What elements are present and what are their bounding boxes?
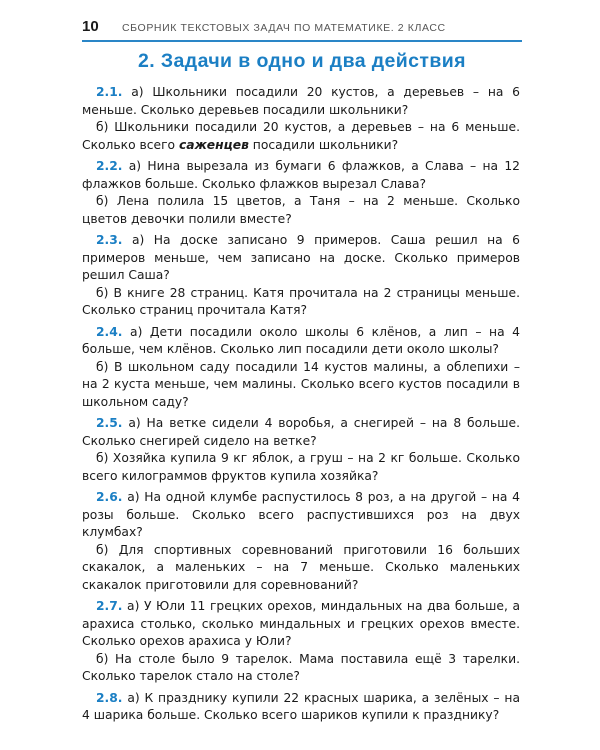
page-number: 10: [82, 18, 99, 35]
problems-list: [82, 84, 520, 729]
problem-number: 2.7.: [96, 599, 123, 613]
problem-2-7: [82, 598, 520, 686]
section-heading: 2. Задачи в одно и два действия: [138, 50, 466, 72]
problem-text: б) Школьники посадили 20 кустов, а деревьев – на 6 меньше. Сколько всего: [82, 120, 520, 152]
page-header: [82, 18, 522, 42]
problem-text: а) У Юли 11 грецких орехов, миндальных на два больше, а арахиса столько, сколько миндальных и грецких орехов вместе. Сколько орехов арахиса у Юли?: [82, 599, 520, 648]
problem-part-a: [82, 415, 520, 450]
problem-part-a: [82, 232, 520, 285]
problem-text: а) На одной клумбе распустилось 8 роз, а на другой – на 4 розы больше. Сколько всего распустившихся роз на двух клумбах?: [82, 490, 520, 539]
running-title: СБОРНИК ТЕКСТОВЫХ ЗАДАЧ ПО МАТЕМАТИКЕ. 2 КЛАСС: [122, 22, 446, 34]
problem-2-8: [82, 690, 520, 725]
problem-2-2: [82, 158, 520, 228]
problem-part-a: [82, 324, 520, 359]
problem-part-a: [82, 84, 520, 119]
problem-part-b: б) На столе было 9 тарелок. Мама поставила ещё 3 тарелки. Сколько тарелок стало на столе?: [82, 651, 520, 683]
problem-text: а) Нина вырезала из бумаги 6 флажков, а Слава – на 12 флажков больше. Сколько флажков вырезал Слава?: [82, 159, 520, 191]
problem-part-b: б) В книге 28 страниц. Катя прочитала на 2 страницы меньше. Сколько страниц прочитала Катя?: [82, 285, 520, 317]
problem-text: а) На доске записано 9 примеров. Саша решил на 6 примеров меньше, чем записано на доске. Сколько примеров решил Саша?: [82, 233, 520, 282]
problem-part-a: [82, 598, 520, 651]
problem-2-1: [82, 84, 520, 154]
problem-text: а) Школьники посадили 20 кустов, а деревьев – на 6 меньше. Сколько деревьев посадили школьники?: [82, 85, 520, 117]
problem-part-b: б) Лена полила 15 цветов, а Таня – на 2 меньше. Сколько цветов девочки полили вместе?: [82, 194, 520, 226]
problem-number: 2.1.: [96, 85, 123, 99]
problem-number: 2.6.: [96, 490, 123, 504]
problem-2-5: [82, 415, 520, 485]
problem-part-b: б) Хозяйка купила 9 кг яблок, а груш – на 2 кг больше. Сколько всего килограммов фруктов купила хозяйка?: [82, 451, 520, 483]
problem-number: 2.2.: [96, 159, 123, 173]
problem-part-a: [82, 489, 520, 542]
problem-2-4: [82, 324, 520, 412]
problem-part-b: б) В школьном саду посадили 14 кустов малины, а облепихи – на 2 куста меньше, чем малины. Сколько всего кустов посадили в школьном саду?: [82, 359, 520, 409]
problem-number: 2.8.: [96, 690, 123, 705]
problem-part-a: [82, 158, 520, 193]
problem-part-a: [82, 690, 520, 725]
emphasized-word: саженцев: [178, 137, 249, 152]
problem-part-b: [82, 119, 520, 154]
problem-2-3: [82, 232, 520, 320]
problem-text: а) К празднику купили 22 красных шарика, а зелёных – на 4 шарика больше. Сколько всего шариков купили к празднику?: [82, 690, 520, 722]
problem-number: 2.4.: [96, 324, 123, 339]
problem-text: посадили школьники?: [248, 137, 399, 152]
problem-text: а) Дети посадили около школы 6 клёнов, а лип – на 4 больше, чем клёнов. Сколько лип посадили дети около школы?: [82, 324, 520, 356]
problem-2-6: [82, 489, 520, 594]
problem-part-b: б) Для спортивных соревнований приготовили 16 больших скакалок, а маленьких – на 7 меньше. Сколько маленьких скакалок приготовили для соревнований?: [82, 542, 520, 592]
problem-number: 2.3.: [96, 233, 123, 247]
problem-text: а) На ветке сидели 4 воробья, а снегирей – на 8 больше. Сколько снегирей сидело на ветке?: [82, 416, 520, 448]
problem-number: 2.5.: [96, 416, 123, 430]
